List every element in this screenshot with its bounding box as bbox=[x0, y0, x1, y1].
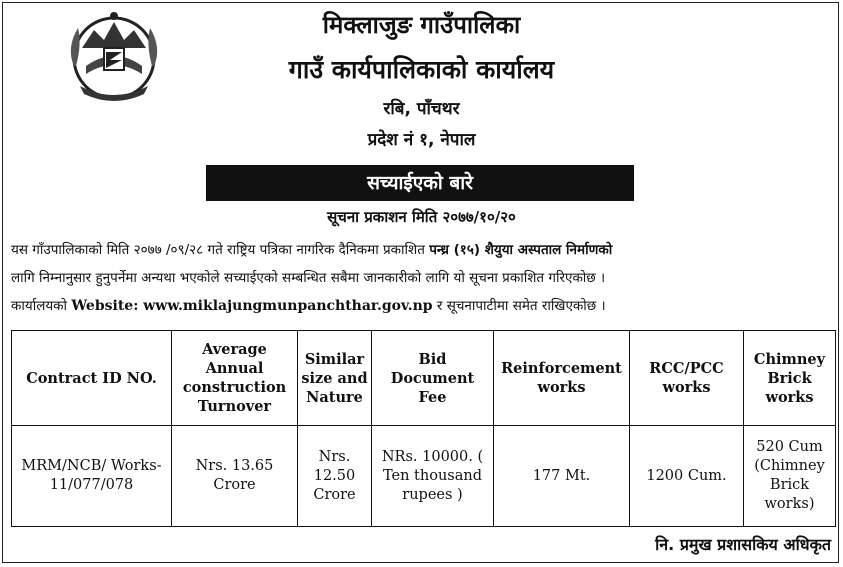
table-cell: Nrs. 12.50 Crore bbox=[298, 426, 372, 527]
body-line-1 bbox=[11, 240, 612, 258]
office-location: रबि, पाँचथर bbox=[383, 99, 460, 119]
table-header-row bbox=[12, 331, 836, 426]
table-cell: 177 Mt. bbox=[494, 426, 630, 527]
column-header: Contract ID NO. bbox=[12, 331, 172, 426]
table-row bbox=[12, 426, 836, 527]
signatory-title: नि. प्रमुख प्रशासकिय अधिकृत bbox=[655, 535, 831, 554]
body-text: यस गाँउपालिकाको मिति २०७७ /०९/२८ गते राष्ट्रिय पत्रिका नागरिक दैनिकमा प्रकाशित bbox=[11, 242, 430, 258]
bid-requirements-table bbox=[11, 330, 836, 527]
column-header: Reinforcement works bbox=[494, 331, 630, 426]
publication-date: सूचना प्रकाशन मिति २०७७/१०/२० bbox=[327, 208, 516, 226]
column-header: Chimney Brick works bbox=[744, 331, 836, 426]
notice-title: सच्याईएको बारे bbox=[206, 165, 634, 201]
column-header: RCC/PCC works bbox=[630, 331, 744, 426]
body-text: र सूचनापाटीमा समेत राखिएकोछ । bbox=[432, 298, 606, 314]
website-link[interactable]: Website: www.miklajungmunpanchthar.gov.np bbox=[71, 298, 433, 314]
province-label: प्रदेश नं १, नेपाल bbox=[367, 130, 476, 150]
column-header: Bid Document Fee bbox=[372, 331, 494, 426]
project-name: पन्ध्र (१५) शैयुया अस्पताल निर्माणको bbox=[429, 242, 613, 258]
body-text: कार्यालयको bbox=[11, 298, 72, 314]
table-cell: 1200 Cum. bbox=[630, 426, 744, 527]
table-cell: Nrs. 13.65 Crore bbox=[172, 426, 298, 527]
column-header: Average Annual construction Turnover bbox=[172, 331, 298, 426]
body-line-2: लागि निम्नानुसार हुनुपर्नेमा अन्यथा भएकोले सच्याईएको सम्बन्धित सबैमा जानकारीको लागि यो सूचना प्रकाशित गरिएकोछ । bbox=[11, 270, 606, 286]
office-name: गाउँ कार्यपालिकाको कार्यालय bbox=[288, 55, 555, 84]
table-cell: MRM/NCB/ Works-11/077/078 bbox=[12, 426, 172, 527]
table-cell: NRs. 10000. ( Ten thousand rupees ) bbox=[372, 426, 494, 527]
table-cell: 520 Cum (Chimney Brick works) bbox=[744, 426, 836, 527]
column-header: Similar size and Nature bbox=[298, 331, 372, 426]
municipality-name: मिक्लाजुङ गाउँपालिका bbox=[322, 11, 521, 39]
body-line-3 bbox=[11, 296, 606, 314]
